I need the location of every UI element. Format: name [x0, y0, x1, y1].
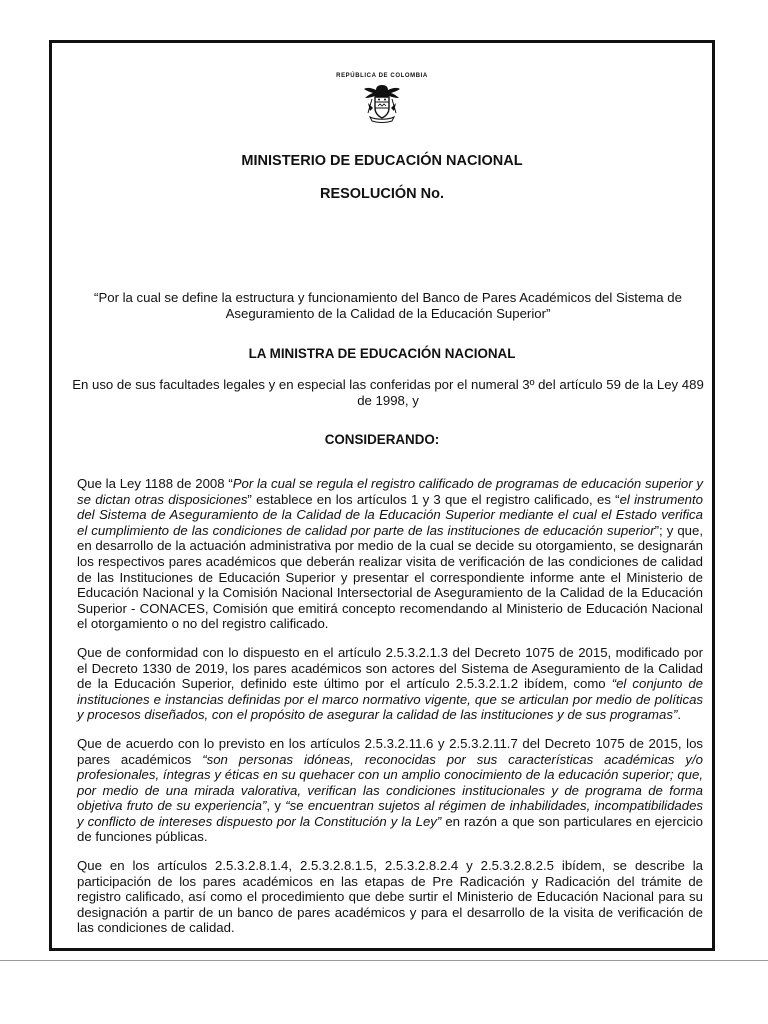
ministry-title: MINISTERIO DE EDUCACIÓN NACIONAL	[241, 153, 523, 169]
text-run: ”; y que, en desarrollo de la actuación administrativa por medio de la cual se decide su otorgamiento, se designarán los respectivos pares académicos que deberán realizar visita de verificación de las condiciones de calidad de las Instituciones de Educación Superior y presentar el correspondiente informe ante el Ministerio de Educación Nacional y la Comisión Nacional Intersectorial de Aseguramiento de la Calidad de la Educación Superior - CONACES, Comisión que emitirá concepto recomendando al Ministerio de Educación Nacional el otorgamiento o no del registro calificado.	[77, 522, 703, 632]
italic-quote: “el conjunto de instituciones e instancias definidas por el marco normativo vigente, que se articulan por medio de políticas y procesos diseñados, con el propósito de asegurar la calidad de las instituciones y de sus programas”	[77, 676, 703, 723]
italic-quote: “son personas idóneas, reconocidas por sus características académicas y/o profesionales, íntegras y éticas en su quehacer con un amplio conocimiento de la educación superior; que, por medio de una mirada valorativa, verifican las condiciones institucionales y de programa de forma objetiva fruto de su experiencia”	[77, 751, 703, 814]
text-run: Que de acuerdo con lo previsto en los artículos 2.5.3.2.11.6 y 2.5.3.2.11.7 del Decreto 1075 de 2015, los pares académicos	[77, 735, 703, 767]
republic-label: REPÚBLICA DE COLOMBIA	[336, 73, 428, 79]
legal-powers: En uso de sus facultades legales y en especial las conferidas por el numeral 3º del artículo 59 de la Ley 489 de 1998, y	[72, 377, 704, 408]
italic-quote: el instrumento del Sistema de Aseguramiento de la Calidad de la Educación Superior mediante el cual el Estado verifica el cumplimiento de las condiciones de calidad por parte de las instituciones de educación superior	[77, 491, 704, 538]
text-run: en razón a que son particulares en ejercicio de funciones públicas.	[77, 813, 703, 845]
italic-quote: Por la cual se regula el registro calificado de programas de educación superior y se dictan otras disposiciones	[77, 476, 703, 507]
considering-heading: CONSIDERANDO:	[324, 432, 440, 447]
paragraph	[77, 736, 703, 845]
document-header	[52, 73, 712, 123]
text-run: , y	[266, 798, 286, 814]
text-run: ” establece en los artículos 1 y 3 que el registro calificado, es “	[247, 491, 620, 507]
text-run: Que de conformidad con lo dispuesto en el artículo 2.5.3.2.1.3 del Decreto 1075 de 2015, modificado por el Decreto 1330 de 2019, los pares académicos son actores del Sistema de Aseguramiento de la Calidad de la Educación Superior, definido este último por el artículo 2.5.3.2.1.2 ibídem, como	[77, 644, 703, 692]
text-run: Que en los artículos 2.5.3.2.8.1.4, 2.5.3.2.8.1.5, 2.5.3.2.8.2.4 y 2.5.3.2.8.2.5 ibídem, se describe la participación de los pares académicos en las etapas de Pre Radicación y Radicación del trámite de registro calificado, así como el procedimiento que debe surtir el Ministerio de Educación Nacional para su designación a partir de un banco de pares académicos y para el desarrollo de la visita de verificación de las condiciones de calidad.	[77, 858, 703, 936]
italic-quote: “se encuentran sujetos al régimen de inhabilidades, incompatibilidades y conflicto de intereses dispuesto por la Constitución y la Ley”	[77, 798, 704, 829]
page-edge-rule	[0, 960, 768, 961]
resolution-subject: “Por la cual se define la estructura y funcionamiento del Banco de Pares Académicos del Sistema de Aseguramiento de la Calidad de la Educación Superior”	[94, 290, 682, 321]
resolution-number: RESOLUCIÓN No.	[319, 186, 445, 202]
document-body	[77, 476, 703, 949]
text-run: Que la Ley 1188 de 2008 “	[77, 476, 233, 491]
issuing-authority: LA MINISTRA DE EDUCACIÓN NACIONAL	[248, 346, 516, 361]
paragraph	[77, 645, 703, 723]
colombia-coat-of-arms-icon	[362, 81, 402, 123]
paragraph	[77, 476, 703, 632]
paragraph	[77, 858, 703, 936]
text-run: .	[677, 707, 682, 723]
